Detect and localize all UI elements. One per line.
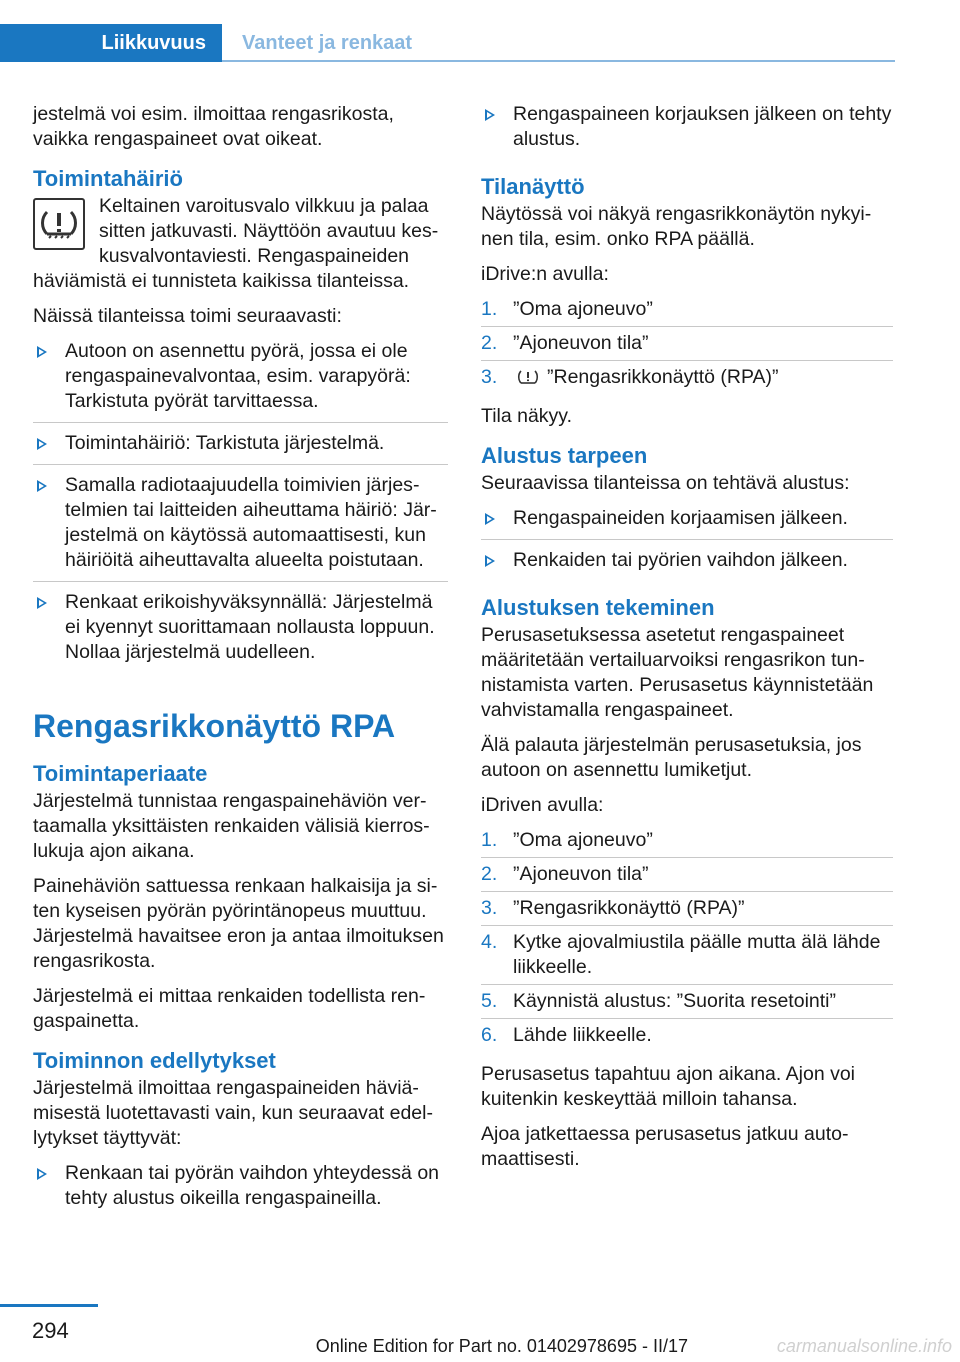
list-item: 2. ”Ajoneuvon tila” (481, 331, 893, 361)
init-steps (481, 828, 893, 1052)
principle-paragraph-3: Järjestelmä ei mittaa renkaiden todellista rengaspainetta. (33, 985, 426, 1032)
heading-principle: Toimintaperiaate (33, 761, 208, 786)
triangle-bullet-icon (485, 555, 495, 567)
triangle-bullet-icon (37, 1168, 47, 1180)
left-column (33, 102, 448, 1229)
init-paragraph-2: Älä palauta järjestelmän perusasetuksia, jos autoon on asennettu lumiketjut. (481, 734, 862, 781)
list-item: 3. ”Rengasrikkonäyttö (RPA)” (481, 896, 893, 926)
heading-malfunction: Toimintahäiriö (33, 166, 183, 191)
status-steps (481, 297, 893, 394)
heading-status: Tilanäyttö (481, 174, 585, 199)
triangle-bullet-icon (37, 597, 47, 609)
list-item: 1. ”Oma ajoneuvo” (481, 297, 893, 327)
situations-intro: Näissä tilanteissa toimi seuraavasti: (33, 305, 342, 327)
heading-init: Alustuksen tekeminen (481, 595, 715, 620)
intro-paragraph: jestelmä voi esim. ilmoittaa rengasrikosta, vaikka rengaspaineet ovat oikeat. (33, 103, 394, 150)
init-paragraph-1: Perusasetuksessa asetetut rengaspaineet määritetään vertailuarvoiksi rengasrikon tunnistamista varten. Perusasetus käynnistetään vahvistamalla rengaspaineet. (481, 624, 874, 721)
triangle-bullet-icon (37, 438, 47, 450)
heading-rpa: Rengasrikkonäyttö RPA (33, 708, 396, 744)
warning-block (33, 194, 448, 294)
init-paragraph-3: Perusasetus tapahtuu ajon aikana. Ajon voi kuitenkin keskeyttää milloin tahansa. (481, 1063, 856, 1110)
page-header (0, 0, 895, 62)
header-divider (222, 60, 895, 62)
triangle-bullet-icon (485, 513, 495, 525)
tire-pressure-warning-icon (33, 198, 85, 250)
situations-list (33, 339, 448, 673)
tire-pressure-icon (517, 367, 539, 383)
triangle-bullet-icon (485, 109, 495, 121)
list-item: Renkaiden tai pyörien vaihdon jälkeen. (481, 548, 893, 581)
list-item: 2. ”Ajoneuvon tila” (481, 862, 893, 892)
warning-text: Keltainen varoitusvalo vilkkuu ja palaa sitten jatkuvasti. Näyttöön avautuu keskusvalvontaviesti. Rengaspaineiden häviämistä ei tunnisteta kaikissa tilanteissa. (33, 195, 439, 292)
list-item: 1. ”Oma ajoneuvo” (481, 828, 893, 858)
footer-divider (0, 1304, 98, 1307)
list-item: Toimintahäiriö: Tarkistuta järjestelmä. (33, 431, 448, 465)
triangle-bullet-icon (37, 346, 47, 358)
principle-paragraph-2: Painehäviön sattuessa renkaan halkaisija ja siten kyseisen pyörän pyörintänopeus muuttuu. Järjestelmä havaitsee eron ja antaa ilmoituksen rengasrikosta. (33, 875, 444, 972)
tab-vanteet-ja-renkaat[interactable]: Vanteet ja renkaat (222, 24, 895, 62)
init-needed-paragraph: Seuraavissa tilanteissa on tehtävä alustus: (481, 472, 850, 494)
heading-prerequisites: Toiminnon edellytykset (33, 1048, 276, 1073)
prerequisites-list-continued (481, 102, 893, 160)
list-item: 4. Kytke ajovalmiustila päälle mutta älä lähde liikkeelle. (481, 930, 893, 985)
list-item: Renkaan tai pyörän vaihdon yhteydessä on tehty alustus oikeilla rengaspaineilla. (33, 1161, 448, 1219)
status-idrive-label: iDrive:n avulla: (481, 263, 609, 285)
triangle-bullet-icon (37, 480, 47, 492)
list-item: Rengaspaineen korjauksen jälkeen on tehty alustus. (481, 102, 893, 160)
tab-liikkuvuus[interactable]: Liikkuvuus (0, 24, 222, 62)
prerequisites-paragraph: Järjestelmä ilmoittaa rengaspaineiden häviämisestä luotettavasti vain, kun seuraavat edellytykset täyttyvät: (33, 1077, 433, 1149)
right-column (481, 102, 893, 1182)
list-item: Rengaspaineiden korjaamisen jälkeen. (481, 506, 893, 540)
watermark: carmanualsonline.info (776, 1336, 952, 1356)
list-item: 6. Lähde liikkeelle. (481, 1024, 652, 1046)
list-item: Autoon on asennettu pyörä, jossa ei ole rengaspainevalvontaa, esim. varapyörä: Tarkistuta pyörät tarvittaessa. (33, 339, 448, 423)
init-paragraph-4: Ajoa jatkettaessa perusasetus jatkuu automaattisesti. (481, 1123, 849, 1170)
heading-init-needed: Alustus tarpeen (481, 443, 648, 468)
principle-paragraph-1: Järjestelmä tunnistaa rengaspainehäviön vertaamalla yksittäisten renkaiden välisiä kierroslukuja ajon aikana. (33, 790, 430, 862)
status-paragraph: Näytössä voi näkyä rengasrikkonäytön nykyinen tila, esim. onko RPA päällä. (481, 203, 872, 250)
list-item: 5. Käynnistä alustus: ”Suorita resetointi” (481, 989, 893, 1019)
prerequisites-list (33, 1161, 448, 1219)
edition-text: Online Edition for Part no. 01402978695 - II/17 (315, 1336, 688, 1356)
init-idrive-label: iDriven avulla: (481, 794, 604, 816)
init-needed-list (481, 506, 893, 581)
list-item: Renkaat erikoishyväksynnällä: Järjestelmä ei kyennyt suorittamaan nollausta loppuun. Nollaa järjestelmä uudelleen. (33, 590, 448, 673)
list-item: 3. ”Rengasrikkonäyttö (RPA)” (481, 366, 779, 388)
list-item: Samalla radiotaajuudella toimivien järjestelmien tai laitteiden aiheuttama häiriö: Järjestelmä on käytössä automaattisesti, kun häiriöitä aiheuttavalta alueelta poistutaan. (33, 473, 448, 582)
status-visible-text: Tila näkyy. (481, 405, 573, 427)
page-number: 294 (32, 1318, 69, 1343)
